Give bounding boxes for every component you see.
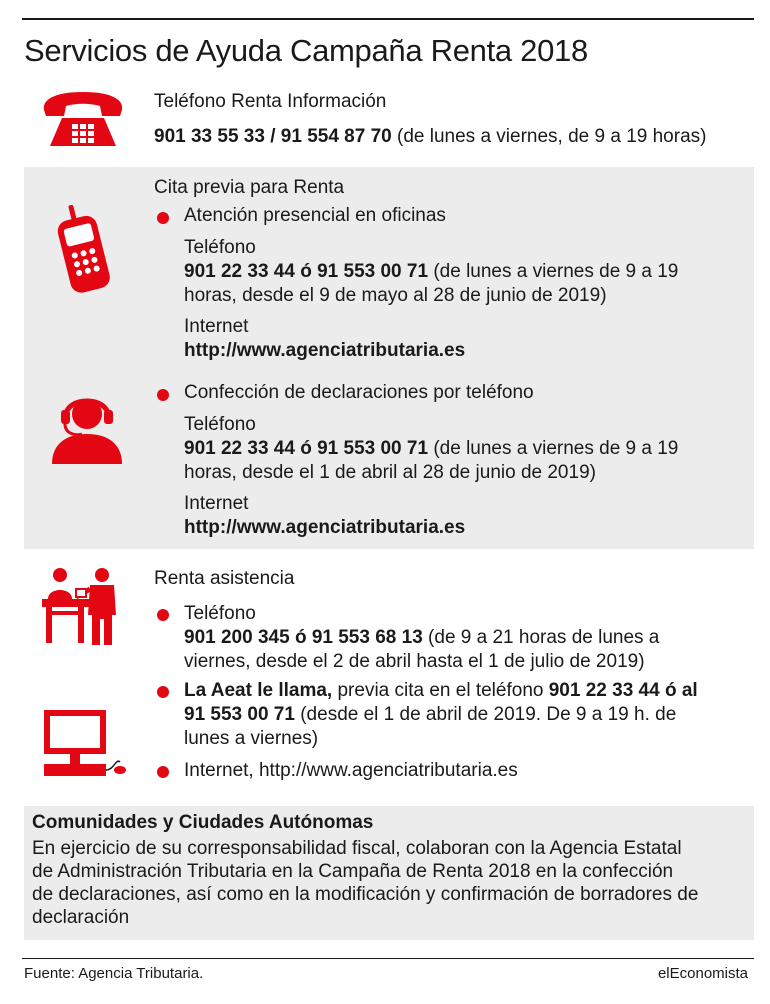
bullet-presencial: [157, 212, 169, 224]
aeat-text-2: (desde el 1 de abril de 2019. De 9 a 19 h. de: [294, 704, 677, 725]
comunidades-line: declaración: [32, 907, 130, 928]
telefono-phone-detail-2: horas, desde el 1 de abril al 28 de junio de 2019): [184, 462, 596, 483]
bullet-telefono: [157, 389, 169, 401]
footer-source: Fuente: Agencia Tributaria.: [24, 965, 204, 982]
telefono-internet-link[interactable]: http://www.agenciatributaria.es: [184, 517, 466, 538]
presencial-internet-link[interactable]: http://www.agenciatributaria.es: [184, 340, 466, 361]
bullet-aeat: [157, 686, 169, 698]
asistencia-telefono-numbers: 901 200 345 ó 91 553 68 13: [184, 627, 423, 648]
asistencia-telefono-detail-2: viernes, desde el 2 de abril hasta el 1 de julio de 2019): [184, 651, 645, 672]
aeat-numbers-2: 91 553 00 71: [184, 704, 295, 725]
renta-asistencia-heading: Renta asistencia: [154, 568, 295, 589]
aeat-text-1: previa cita en el teléfono: [332, 680, 549, 701]
telefono-phone-block: [184, 413, 744, 485]
aeat-text-3: lunes a viernes): [184, 728, 319, 749]
asistencia-telefono-label: Teléfono: [184, 603, 256, 624]
comunidades-text: [32, 837, 752, 929]
desk-phone-icon: [40, 88, 126, 150]
footer-brand: elEconomista: [657, 965, 748, 982]
comunidades-line: de Administración Tributaria en la Campaña de Renta 2018 en la confección: [32, 861, 674, 882]
asistencia-telefono-block: [184, 602, 744, 674]
mobile-phone-icon: [56, 205, 114, 295]
page-title: Servicios de Ayuda Campaña Renta 2018: [24, 33, 588, 68]
cita-previa-heading: Cita previa para Renta: [154, 177, 345, 198]
aeat-bold-label: La Aeat le llama,: [184, 680, 333, 701]
asistencia-internet[interactable]: Internet, http://www.agenciatributaria.es: [184, 760, 518, 781]
aeat-block: [184, 679, 749, 751]
telefono-title: Confección de declaraciones por teléfono: [184, 382, 534, 403]
telefono-phone-label: Teléfono: [184, 414, 256, 435]
comunidades-heading: Comunidades y Ciudades Autónomas: [32, 812, 374, 833]
presencial-internet-label: Internet: [184, 316, 249, 337]
telefono-phone-detail-1: (de lunes a viernes de 9 a 19: [428, 438, 679, 459]
top-rule: [22, 18, 754, 20]
bullet-asistencia-telefono: [157, 609, 169, 621]
telefono-info-numbers: 901 33 55 33 / 91 554 87 70: [154, 126, 392, 147]
telefono-info-line: [154, 125, 706, 149]
telefono-internet-block: [184, 492, 465, 540]
telefono-internet-label: Internet: [184, 493, 249, 514]
assistance-desk-icon: [40, 565, 126, 647]
telefono-info-hours: (de lunes a viernes, de 9 a 19 horas): [391, 126, 707, 147]
presencial-phone-block: [184, 236, 744, 308]
comunidades-line: En ejercicio de su corresponsabilidad fiscal, colaboran con la Agencia Estatal: [32, 838, 682, 859]
aeat-numbers-1: 901 22 33 44 ó al: [548, 680, 698, 701]
telefono-info-heading: Teléfono Renta Información: [154, 91, 387, 112]
presencial-phone-label: Teléfono: [184, 237, 256, 258]
asistencia-telefono-detail-1: (de 9 a 21 horas de lunes a: [422, 627, 660, 648]
presencial-internet-block: [184, 315, 465, 363]
presencial-phone-detail-2: horas, desde el 9 de mayo al 28 de junio de 2019): [184, 285, 607, 306]
presencial-phone-numbers: 901 22 33 44 ó 91 553 00 71: [184, 261, 429, 282]
presencial-title: Atención presencial en oficinas: [184, 205, 446, 226]
bullet-asistencia-internet: [157, 766, 169, 778]
computer-icon: [40, 708, 130, 780]
bottom-rule: [22, 958, 754, 959]
comunidades-line: de declaraciones, así como en la modificación y confirmación de borradores de: [32, 884, 699, 905]
presencial-phone-detail-1: (de lunes a viernes de 9 a 19: [428, 261, 679, 282]
telefono-phone-numbers: 901 22 33 44 ó 91 553 00 71: [184, 438, 429, 459]
headset-operator-icon: [48, 388, 126, 464]
